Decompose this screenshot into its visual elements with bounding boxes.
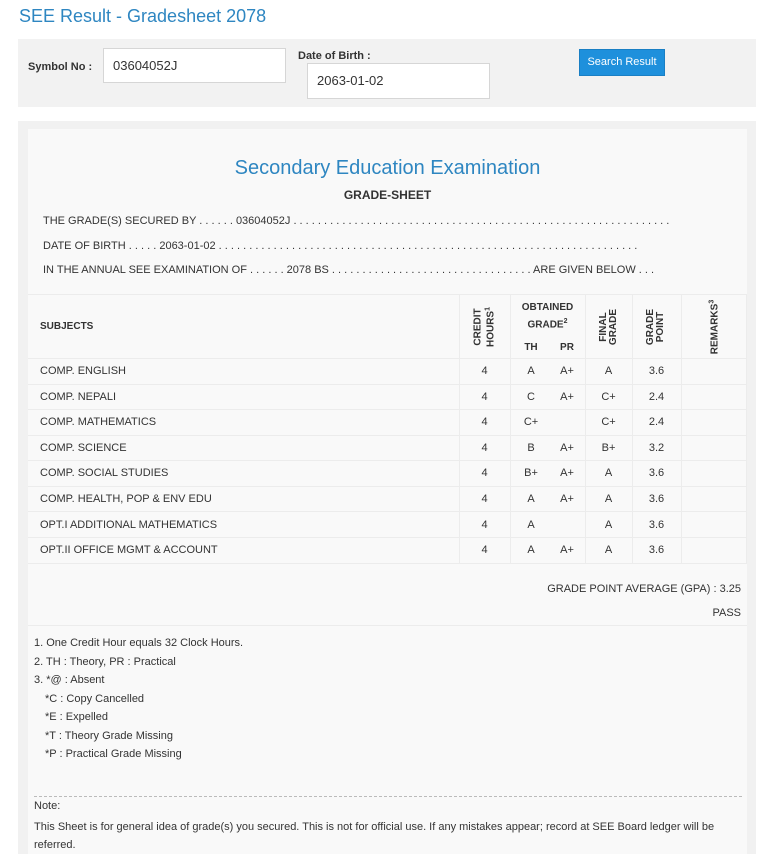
cell-subject: OPT.II OFFICE MGMT & ACCOUNT (40, 544, 218, 557)
cell-subject: COMP. ENGLISH (40, 365, 126, 377)
exam-year-line: IN THE ANNUAL SEE EXAMINATION OF . . . . . . 2078 BS . . . . . . . . . . . . . . . . . . . . . . . . . . . . . . . . . ARE GIVEN BELOW . . . (43, 264, 655, 276)
cell-pr-grade: A+ (560, 467, 574, 480)
search-panel (18, 39, 756, 107)
footnote-item: 3. *@ : Absent (34, 674, 105, 686)
cell-grade-point: 3.6 (648, 493, 665, 505)
header-th: TH (524, 342, 538, 353)
gradesheet-title: GRADE-SHEET (343, 188, 432, 202)
footnote-item: *T : Theory Grade Missing (45, 729, 173, 742)
dob-line: DATE OF BIRTH . . . . . 2063-01-02 . . . . . . . . . . . . . . . . . . . . . . . . . . . . . . . . . . . . . . . . . . . . . . . . . . . . . . . . . . . . . . . . . . . . . (43, 240, 638, 252)
header-remarks: REMARKS$^3$ (708, 299, 721, 355)
cell-final-grade: C+ (601, 390, 616, 403)
cell-subject: COMP. SCIENCE (40, 441, 127, 454)
footnotes (34, 634, 243, 764)
cell-th-grade: C+ (523, 416, 539, 429)
cell-pr-grade: A+ (560, 544, 574, 557)
cell-credit-hours: 4 (481, 416, 488, 429)
cell-credit-hours: 4 (481, 441, 488, 454)
header-grade-point: GRADE POINT (645, 308, 666, 346)
gradesheet-container (18, 121, 756, 854)
cell-th-grade: B+ (524, 467, 538, 480)
cell-pr-grade: A+ (560, 441, 574, 454)
note-text: This Sheet is for general idea of grade(s) you secured. This is not for official use. If any mistakes appear; record at SEE Board ledger will be referred. (34, 821, 715, 851)
header-obtained-grade: OBTAINED GRADE$^2$ (521, 302, 574, 331)
note-label: Note: (34, 800, 61, 812)
footnote-item: 2. TH : Theory, PR : Practical (34, 655, 176, 668)
cell-final-grade: B+ (601, 441, 616, 454)
cell-grade-point: 2.4 (648, 416, 665, 429)
cell-th-grade: B (527, 441, 535, 454)
secured-by-line: THE GRADE(S) SECURED BY . . . . . . 03604052J . . . . . . . . . . . . . . . . . . . . . . . . . . . . . . . . . . . . . . . . . . . . . . . . . . . . . . . . . . . . . . (43, 215, 670, 227)
cell-subject: COMP. NEPALI (40, 390, 117, 403)
search-result-button[interactable]: Search Result (579, 49, 665, 76)
cell-th-grade: A (527, 493, 535, 505)
cell-th-grade: A (527, 365, 535, 377)
cell-credit-hours: 4 (481, 390, 488, 403)
exam-title: Secondary Education Examination (234, 157, 541, 179)
cell-credit-hours: 4 (481, 365, 488, 377)
footnote-item: *C : Copy Cancelled (45, 692, 145, 705)
cell-credit-hours: 4 (481, 467, 488, 480)
result-status: PASS (712, 607, 741, 619)
footnote-item: 1. One Credit Hour equals 32 Clock Hours. (34, 637, 244, 649)
footnote-item: *E : Expelled (45, 711, 108, 723)
gradesheet (28, 129, 747, 854)
cell-subject: COMP. MATHEMATICS (40, 416, 157, 429)
page-title: SEE Result - Gradesheet 2078 (19, 6, 267, 26)
cell-th-grade: C (527, 390, 535, 403)
header-credit-hours: CREDIT HOURS$^1$ (472, 306, 497, 348)
symbol-label: Symbol No : (28, 61, 93, 73)
cell-subject: COMP. HEALTH, POP & ENV EDU (40, 493, 212, 505)
cell-final-grade: A (604, 493, 613, 505)
cell-th-grade: A (527, 544, 535, 557)
cell-subject: OPT.I ADDITIONAL MATHEMATICS (40, 518, 218, 531)
cell-grade-point: 3.6 (648, 544, 665, 557)
cell-grade-point: 2.4 (648, 390, 665, 403)
cell-final-grade: A (604, 544, 613, 557)
header-subjects: SUBJECTS (40, 321, 94, 332)
cell-th-grade: A (527, 518, 535, 531)
cell-final-grade: C+ (601, 416, 616, 429)
gpa-text: GRADE POINT AVERAGE (GPA) : 3.25 (547, 583, 741, 595)
cell-final-grade: A (604, 365, 613, 377)
dob-label: Date of Birth : (298, 50, 371, 62)
note-divider (34, 796, 742, 797)
cell-credit-hours: 4 (481, 493, 488, 505)
cell-grade-point: 3.2 (648, 441, 665, 454)
header-final-grade: FINAL GRADE (598, 308, 619, 346)
cell-credit-hours: 4 (481, 544, 488, 557)
cell-grade-point: 3.6 (648, 518, 665, 531)
header-pr: PR (560, 342, 574, 353)
cell-final-grade: A (604, 467, 613, 480)
cell-subject: COMP. SOCIAL STUDIES (40, 467, 169, 480)
footnote-item: *P : Practical Grade Missing (45, 748, 182, 760)
cell-pr-grade: A+ (560, 390, 574, 403)
cell-grade-point: 3.6 (648, 365, 665, 377)
cell-credit-hours: 4 (481, 518, 488, 531)
cell-pr-grade: A+ (560, 493, 574, 505)
cell-final-grade: A (604, 518, 613, 531)
dob-input[interactable]: 2063-01-02 (307, 63, 490, 99)
cell-pr-grade: A+ (560, 365, 574, 377)
symbol-input[interactable]: 03604052J (103, 48, 286, 83)
cell-grade-point: 3.6 (648, 467, 665, 480)
